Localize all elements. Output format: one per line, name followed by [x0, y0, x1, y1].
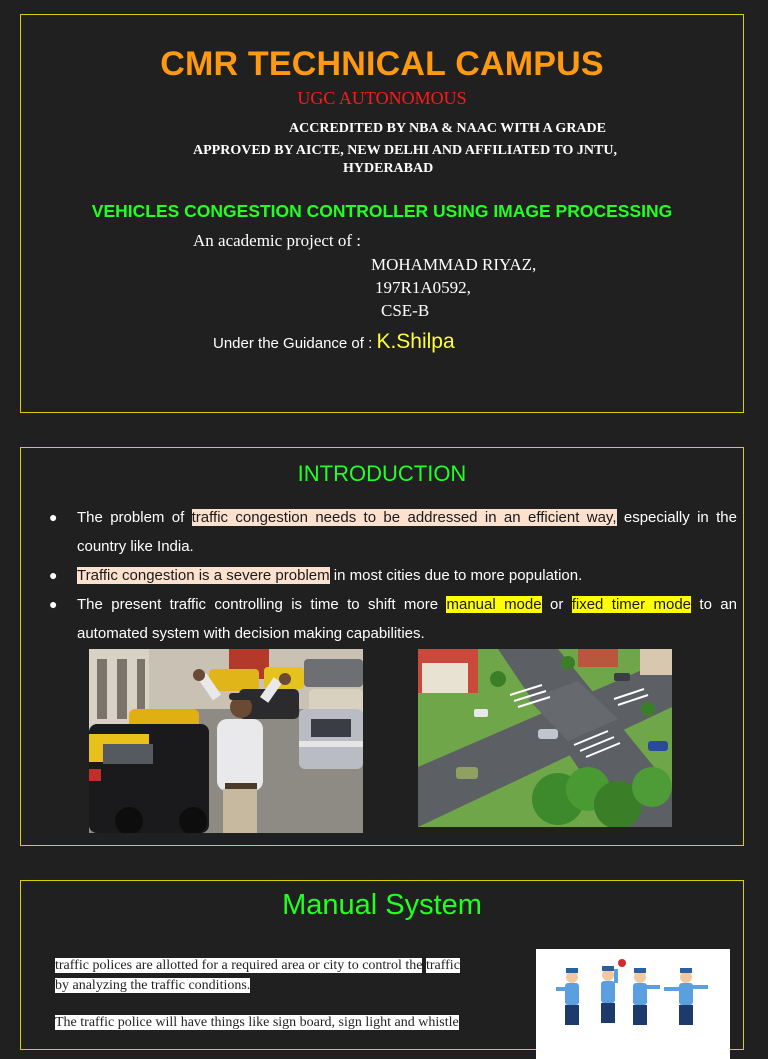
student-name: MOHAMMAD RIYAZ,	[371, 255, 537, 274]
paragraph-text: traffic	[425, 958, 460, 973]
guide-name: K.Shilpa	[376, 330, 455, 353]
bullet-icon: ●	[49, 509, 58, 525]
highlight: traffic congestion needs to be addressed in an efficient way,	[191, 509, 617, 526]
traffic-police-photo	[89, 649, 363, 833]
approval-line: APPROVED BY AICTE, NEW DELHI AND AFFILIATED TO JNTU,	[193, 143, 617, 158]
bullet-list	[49, 503, 737, 648]
guidance-line	[213, 330, 455, 354]
highlight-manual-mode: manual mode	[446, 596, 542, 613]
paragraph-text: by analyzing the traffic conditions.	[55, 977, 251, 993]
autonomous-label: UGC AUTONOMOUS	[297, 88, 467, 108]
manual-system-title: Manual System	[282, 889, 482, 921]
introduction-slide	[20, 447, 744, 846]
paragraph-text: The traffic police will have things like sign board, sign light and whistle	[55, 1015, 459, 1030]
police-illustration	[536, 949, 730, 1059]
bullet-icon: ●	[49, 567, 58, 583]
branch: CSE-B	[381, 301, 430, 320]
introduction-title: INTRODUCTION	[297, 461, 467, 486]
project-title: VEHICLES CONGESTION CONTROLLER USING IMAGE PROCESSING	[91, 201, 673, 221]
manual-system-text	[55, 956, 517, 1033]
academic-project-line: An academic project of :	[193, 231, 362, 250]
bullet-icon: ●	[49, 596, 58, 612]
list-item: ● Traffic congestion is a severe problem in most cities due to more population.	[49, 561, 737, 590]
title-slide	[20, 14, 744, 413]
accreditation-line: ACCREDITED BY NBA & NAAC WITH A GRADE	[289, 121, 606, 136]
manual-system-slide	[20, 880, 744, 1050]
list-item: ● The problem of traffic congestion needs to be addressed in an efficient way, especially in the country like India.	[49, 503, 737, 561]
roll-number: 197R1A0592,	[375, 278, 471, 297]
intersection-image	[418, 649, 672, 827]
guidance-label: Under the Guidance of :	[213, 335, 377, 352]
highlight: Traffic congestion is a severe problem	[77, 567, 330, 584]
paragraph-text: traffic polices are allotted for a required area or city to control the	[55, 958, 423, 973]
list-item: ● The present traffic controlling is time to shift more manual mode or fixed timer mode to an automated system with decision making capabilities.	[49, 590, 737, 648]
campus-name: CMR TECHNICAL CAMPUS	[160, 45, 604, 83]
city-line: HYDERABAD	[343, 161, 434, 176]
highlight-fixed-timer-mode: fixed timer mode	[571, 596, 692, 613]
